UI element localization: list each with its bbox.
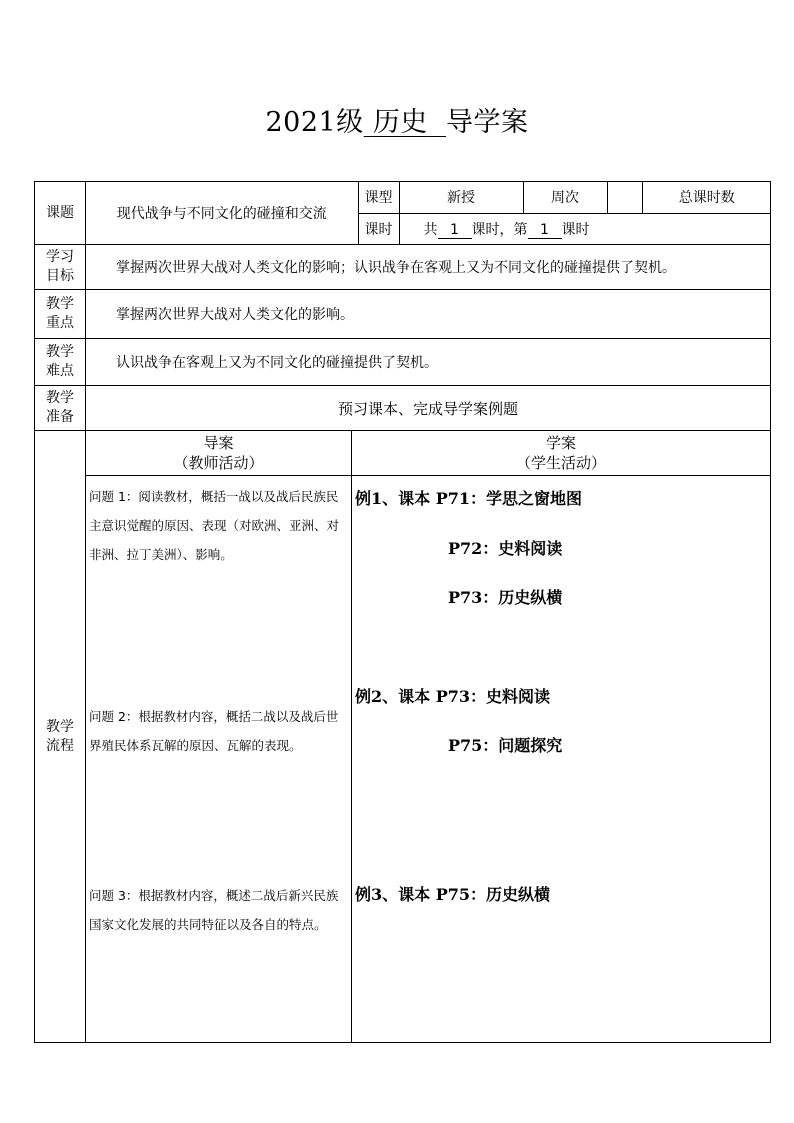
question-3: 问题 3：根据教材内容，概述二战后新兴民族国家文化发展的共同特征以及各自的特点。 [89,888,339,932]
type-value: 新授 [399,182,523,213]
document-title [0,100,794,139]
goals-label: 学习目标 [35,245,86,290]
type-label: 课型 [358,182,399,213]
topic-label: 课题 [35,182,86,245]
teacher-header-sub: （教师活动） [173,454,264,472]
title-doc-type: 导学案 [445,107,529,138]
student-column-header [352,431,771,476]
title-subject: 历史 [372,107,428,138]
period-label: 课时 [358,213,399,244]
total-periods-label: 总课时数 [642,182,771,213]
title-grade: 2021级 [265,107,364,138]
difficult-points-text: 认识战争在客观上又为不同文化的碰撞提供了契机。 [86,339,771,386]
example-1-p72: P72：史料阅读 [448,539,563,558]
preparation-label: 教学准备 [35,386,86,431]
difficult-points-label: 教学难点 [35,339,86,386]
example-2-p75: P75：问题探究 [448,736,563,755]
week-value [607,182,642,213]
process-label: 教学流程 [35,431,86,1043]
teacher-header-title: 导案 [203,434,234,452]
teacher-column-header [86,431,352,476]
topic-value: 现代战争与不同文化的碰撞和交流 [86,182,358,244]
period-value: 共 1 课时，第 1 课时 [399,213,771,244]
student-header-sub: （学生活动） [515,454,606,472]
example-2: 例2、课本 P73：史料阅读 [355,687,551,706]
example-1: 例1、课本 P71：学思之窗地图 [355,489,583,508]
preparation-text: 预习课本、完成导学案例题 [86,386,771,431]
example-3: 例3、课本 P75：历史纵横 [355,885,551,904]
student-header-title: 学案 [545,434,576,452]
lesson-plan-table [34,181,771,1043]
example-1-p73: P73：历史纵横 [448,588,563,607]
period-number: 1 [528,223,562,239]
key-points-text: 掌握两次世界大战对人类文化的影响。 [86,290,771,339]
week-label: 周次 [523,182,607,213]
teacher-activities [86,476,352,1043]
key-points-label: 教学重点 [35,290,86,339]
question-2: 问题 2：根据教材内容，概括二战以及战后世界殖民体系瓦解的原因、瓦解的表现。 [89,709,339,753]
question-1: 问题 1：阅读教材，概括一战以及战后民族民主意识觉醒的原因、表现（对欧洲、亚洲、对非洲、拉丁美洲）、影响。 [89,489,340,562]
student-activities [352,476,771,1043]
period-total: 1 [438,223,472,239]
topic-info-grid [86,182,771,244]
goals-text: 掌握两次世界大战对人类文化的影响；认识战争在客观上又为不同文化的碰撞提供了契机。 [86,245,771,290]
